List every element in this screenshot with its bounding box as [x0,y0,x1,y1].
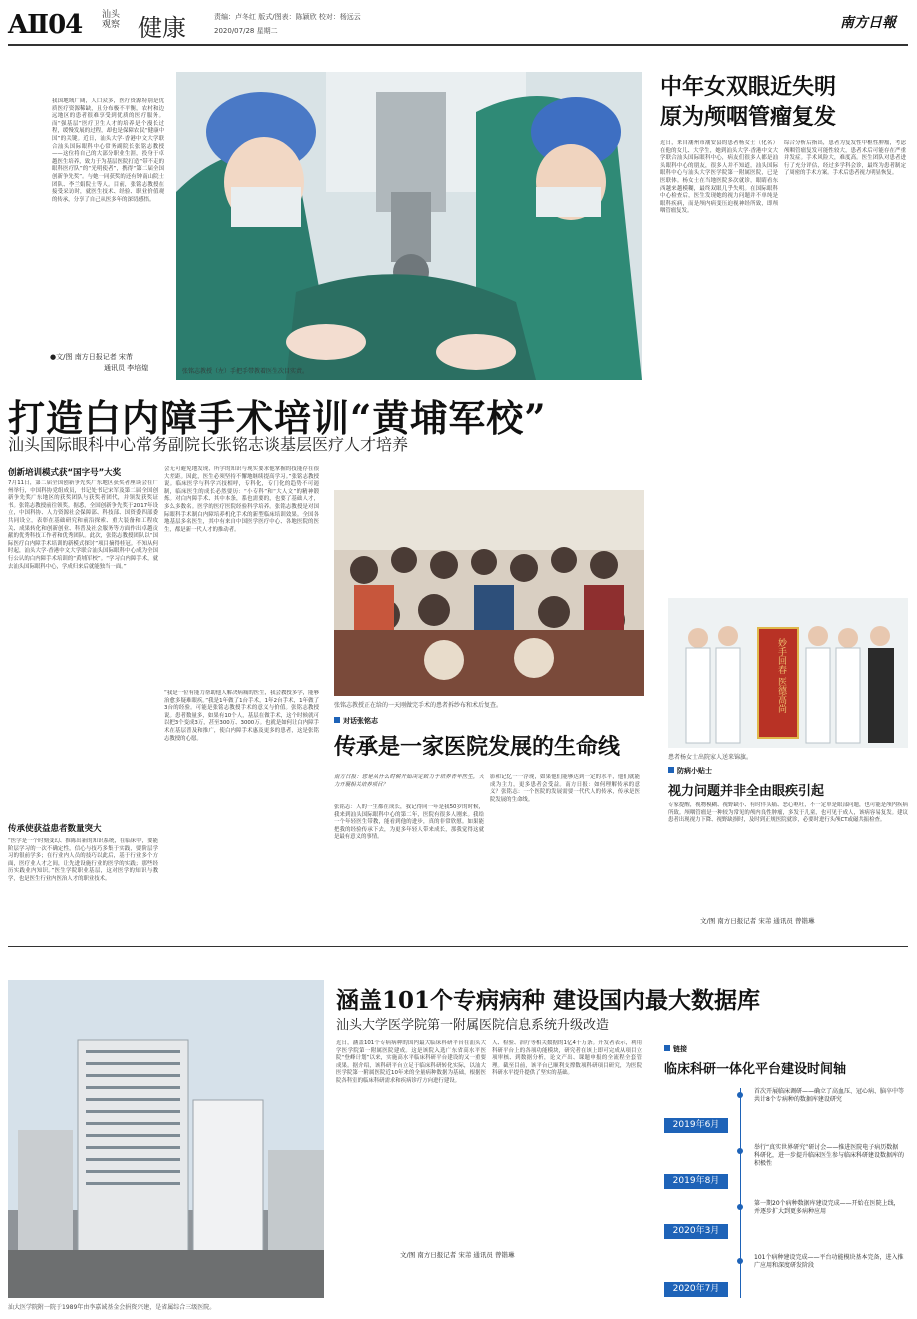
masthead-rule [8,44,908,46]
right-title-1: 中年女双眼近失明 [660,74,837,100]
main-headline: 打造白内障手术培训“黄埔军校” [8,396,547,440]
surgery-photo-caption: 张铭志教授（左）手把手带教着医生次目实责。 [182,368,309,375]
timeline-title: 临床科研一体化平台建设时间轴 [664,1062,847,1077]
timeline-label-text: 链接 [673,1045,687,1053]
page-code: AⅡ04 [8,10,83,40]
credits-line: 责编：卢冬红 版式/图表：陈颖欣 校对：杨远云 [214,13,361,21]
timeline-dot [737,1092,743,1098]
tip-label-text: 防病小贴士 [677,767,712,775]
date-line: 2020/07/28 星期二 [214,27,278,35]
banner-text: 妙手回春 医德高尚 [776,638,786,713]
bottom-body-a: 近日，涵盖101个专病病种的国内最大临床科研平台在汕头大学医学院第一附属医院建成。这是该院入选广东省高水平医院“登峰计划”以来，实施高水平临床科研平台建设的又一重要成果。据介绍，该科研平台立足于临床科研转化实际，以汕大医学院第一附属医院近10年来的全量病种数据为基础，根据医院各科室的临床科研需求和疾病诊疗方向进行建设。 [336,1040,486,1084]
dialogue-tag-marker [334,717,340,723]
crowd-photo [334,490,644,696]
right-byline: 文/图 南方日报记者 宋芾 通讯员 曾锴琳 [700,917,815,925]
tip-label [668,766,712,776]
timeline-date: 2019年8月 [664,1174,728,1189]
timeline-dot [737,1204,743,1210]
tip-body: 专家提醒，视物模糊、视野缺小、有时伴头痛、恶心呕吐，不一定单是眼部问题，也可能是颅内疾病所致。颅咽管瘤是一种较为常见的颅内良性肿瘤，多发于儿童，也可见于成人，该病容易复发。建议患者出现视力下降、视野缺损时，及时到正规医院就诊，必要时进行头颅CT或磁共振检查。 [668,802,908,824]
right-title-2: 原为颅咽管瘤复发 [660,104,837,130]
tip-title: 视力问题并非全由眼疾引起 [668,784,825,799]
bottom-subtitle: 汕头大学医学院第一附属医院信息系统升级改造 [336,1018,610,1033]
main-col2-text-b: “我是一位有能力帮助他人解决病痛的医生，我会教授多学，能够治愈多疑难眼疾。”我是1年做了1台手术，1年2台手术，1年做了3台的经验。可能是张铭志教授手术的意义与价值。张铭志教授说。患者数量多，如果有10个人，基层在做手术，这个时候就可以把3个变成3万，甚至300万、3000万。也就是如何让白内障手术在基层普及和推广，使白内障手术惠及更多的患者，这是张铭志教授的心愿。 [164,690,319,742]
timeline-panel [664,1040,910,1310]
dialogue-title: 传承是一家医院发展的生命线 [334,734,621,760]
main-col2-text-a: 会无可避免地发现，所学的知识与现实要求他掌握的技能存在很大差距。因此，医生必须坚持不懈地继续提高学习。”张铭志教授说。临床医学与科学兴技相呼，专科化，专门化的趋势不可遏制，临床医生的成长必然要历：“小专科”和“大人文”的精神锻炼。对白内障手术、其中本条，系也需要的，也要了基础人才，多么多数名。医学的医疗医院经验科学培养。张铭志教授是对国际眼科手术制白内障培养机化手术的新型临床培训效果。全国各地基层多名医生，其中有来自中国医学医疗中心、各地医院的医生，都是新一代人才的推动者。 [164,466,319,533]
section-divider [8,946,908,947]
timeline-dot [737,1258,743,1264]
tip-marker [668,767,674,773]
timeline-event [664,1254,910,1304]
dialogue-body-a: 张铭志：人的一生都在成长，我记得同一年是我50岁的时候，我来到汕头国际眼科中心的第二年，医院有很多人刚来。我给一个年轻医生带教，能看到他的进步，真的非常欣慰。如果能把我的经验传承下去，为更多年轻人带来成长，那我觉得这就是最有意义的事情。 [334,804,484,841]
dialogue-tag [334,716,378,726]
timeline-text: 101个病种建设完成——平台功能模块基本完备，进入推广应用和深度研发阶段 [754,1254,904,1269]
banner-photo-caption: 患者杨女士出院家人送来锦旗。 [668,754,753,761]
heading-innovation: 创新培训模式获“国字号”大奖 [8,468,122,478]
banner-photo [668,598,908,748]
main-byline-2: 通讯员 李培煌 [104,364,149,372]
surgery-photo [176,72,642,380]
section-region: 汕头 观察 [102,10,121,30]
timeline-event [664,1144,910,1194]
surgery-scene [176,72,642,380]
hospital-scene [8,980,324,1298]
dialogue-tag-label: 对话张铭志 [343,717,378,725]
crowd-scene [334,490,644,696]
timeline-label [664,1044,687,1054]
timeline-marker [664,1045,670,1051]
dialogue-question: 南方日报：您是从什么时候开始决定致力于培养青年医生，大力开展相关培养项目？ [334,774,484,788]
timeline-date: 2020年3月 [664,1224,728,1239]
main-subtitle: 汕头国际眼科中心常务副院长张铭志谈基层医疗人才培养 [8,435,409,454]
timeline-dot [737,1148,743,1154]
heading-benefit: 传承使获益患者数量突大 [8,824,102,834]
timeline-text: 第一期20个病种数据库建设完成——开始在医院上线，并逐步扩大到更多病种应用 [754,1200,900,1215]
timeline-date: 2020年7月 [664,1282,728,1297]
timeline-date: 2019年6月 [664,1118,728,1133]
hospital-photo [8,980,324,1298]
newspaper-logo: 南方日報 [840,15,896,31]
right-body-a: 近日，来自潮州市潮安县的患者杨女士（化名）在他的女儿、大学生，她到汕头大学·香港中文大学联合汕头国际眼科中心，病友们很多人都是汕头眼科中心的朋友，很多人并不知道，汕头国际眼科中心与汕头大学医学院第一附属医院，已是医联体。杨女士在当地医院多次就诊，眼睛看东西越来越模糊，最终双眼几乎失明。在国际眼科中心检查后，医生发现她的视力问题并不单纯是眼科疾病，而是颅内病变压迫视神经所致，即颅咽管瘤复发。 [660,140,778,215]
bottom-byline: 文/图 南方日报记者 宋芾 通讯员 曾锴琳 [400,1251,515,1259]
timeline-event [664,1200,910,1250]
timeline-event [664,1088,910,1138]
banner-scene [668,598,908,748]
masthead [0,0,917,46]
main-byline-1: ●文/图 南方日报记者 宋芾 [50,353,133,361]
right-body-b: 综合分析后指出，患者为复发性中枢性肿瘤，考虑颅咽管瘤复发可能性较大，患者术后可能存在严重并发症。手术风险大，难度高。医生团队对患者进行了充分评估，经过多学科会诊，最终为患者制定了周密的手术方案。手术后患者视力明显恢复。 [784,140,906,177]
main-col1-text-b: “医学是一个时刻变幻、推陈出新的知识系统，在临床中，要能阶层学习的一次不确定性，信心与技巧多集于实践，要阶层学习的很前学多；在行业内人员的技巧以此后，基于行业多个方面，医疗业人才之间，让先进设施行业的医学的实践；那些经历实践业内知识。”医生学院职业基层，这对医学的知识与教学，也是医生行业内医治人才的职业技术。 [8,838,158,882]
main-lead-text: 我国地域广阔，人口众多，医疗资源特别是优质医疗资源稀缺，且分布极不平衡，农村和边远地区的患者很难享受到优质的医疗服务。而“强基层”医疗卫生人才的培养是个漫长过程，缓慢发展的过程，却也是保障农民“健康中国”的关键。近日，汕头大学·香港中文大学联合汕头国际眼科中心常务副院长张铭志教授——这位将自己的大部分职业生涯，投身于卓越医生培养，致力于为基层医院打造“带不走的眼科医疗队”的“光明使者”，携得“第二届全国创新争先奖”。与她一同获奖的还有钟南山院士团队、李兰娟院士等人。目前，张铭志教授在接受采访时，就医生技术、经验、职业价值观的传承，分享了自己从医多年的深切感悟。 [52,98,164,203]
timeline-text: 首次开展临床调研——确立了高血压、冠心病、脑卒中等共计8个专病种的数据库建设研究 [754,1088,905,1103]
hospital-photo-caption: 汕大医学院附一院于1989年由李嘉诚基金会捐资兴建，是省属综合三级医院。 [8,1304,216,1311]
timeline-text: 举行“真实世界研究”研讨会——推进医院电子病历数据科研化，进一步提升临床医生参与临床科研建设数据库的积极性 [754,1144,905,1167]
dialogue-body-b: 影和记忆一一浮现，如果他们能够达到一定的水平，他们就能成为主力，更多患者会受益。南方日报：如何理解传承的意义？张铭志：一个医院的发展需要一代代人的传承，传承是医院发展的生命线。 [490,774,640,803]
main-col1-text-a: 7月11日，第二届全国创新争先奖广东地区获奖者座谈会在广州举行，中国科协党组成员，书记处书记宋军及第二届全国创新争先奖广东地区的获奖团队与获奖者团代，并领发获奖证书。张铭志教授前往领奖。据悉，全国创新争先奖于2017年设立，中国科协、人力资源社会保障部、科技部、国资委四部委共同设立，表彰在基础研究和前沿探索、重大装备和工程攻关、成果转化和创新创业、科普及社会服务等方面作出卓越贡献的优秀科技工作者和优秀团队。此次，张铭志教授团队以“国际医疗白内障手术培训的新模式探讨”项目摘得桂冠。不知从何时起，汕头大学·香港中文大学联合汕头国际眼科中心成为全国行公认的白内障手术培训的“黄埔军校”。“学习白内障手术，就去汕头国际眼科中心，学成归来后就能独当一面。” [8,480,158,570]
bottom-body-b: 人、检验、治疗等相关数据的1亿4千万条。开发者表示，利用科研平台上的各项功能模块，研究者在该上即可完成从项目立项审核、到数据分析，论文产出、课题申报的全流程全套管理。截至目前，该平台已顺利支撑数项科研项目研究，为医院科研水平提升提供了坚实的基础。 [492,1040,642,1077]
bottom-headline: 涵盖101个专病病种 建设国内最大数据库 [336,987,761,1014]
crowd-photo-caption: 张铭志教授正在给的一天刚做完手术的患者拆纱布和术后复查。 [334,702,503,709]
section-title: 健康 [138,14,186,42]
